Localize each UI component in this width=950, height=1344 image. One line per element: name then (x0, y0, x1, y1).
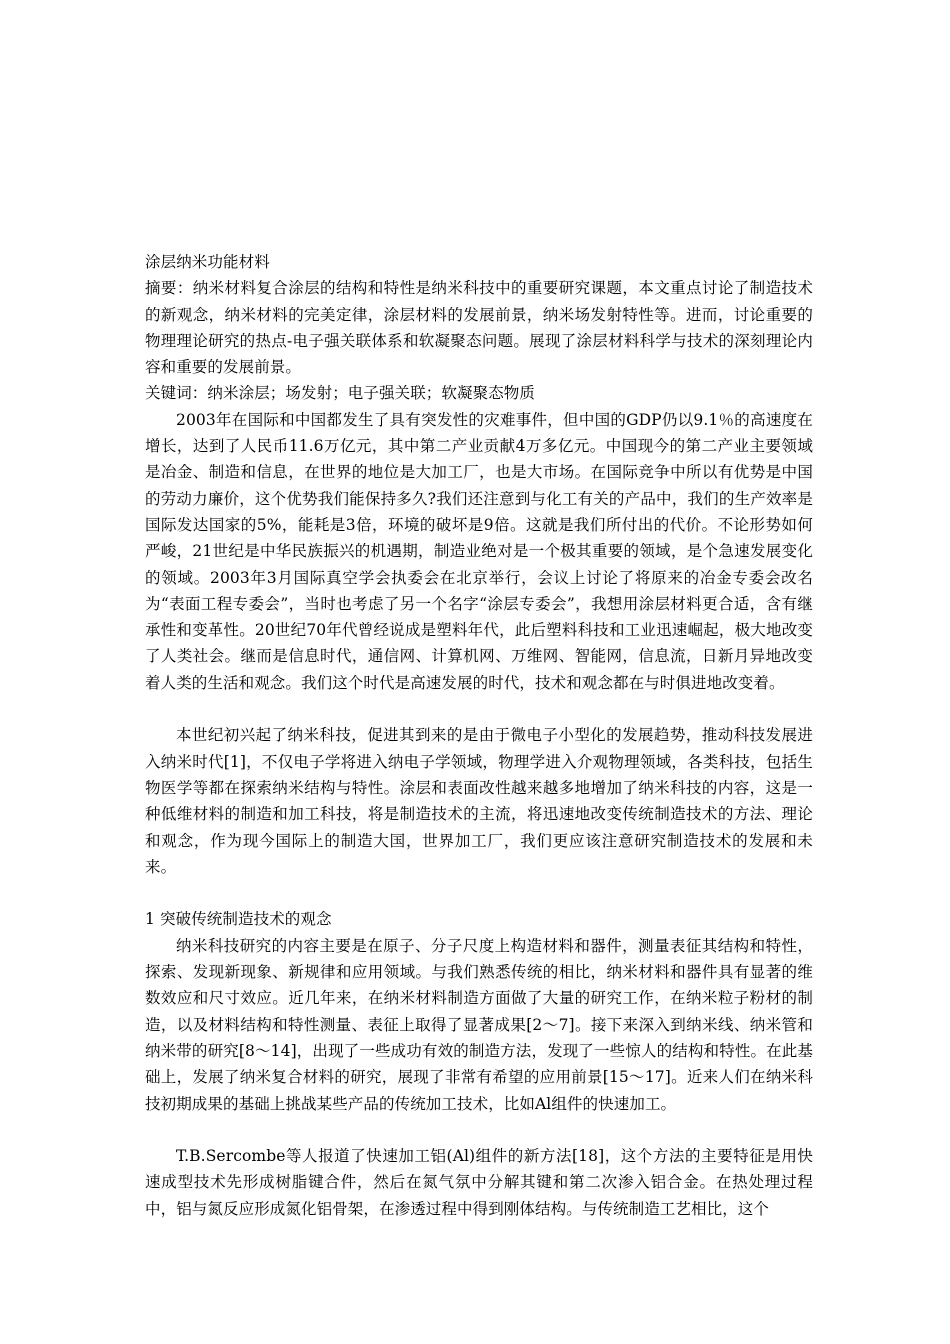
section-heading: 1 突破传统制造技术的观念 (145, 910, 332, 929)
body-paragraph: 本世纪初兴起了纳米科技，促进其到来的是由于微电子小型化的发展趋势，推动科技发展进入纳米时代[1]，不仅电子学将进入纳电子学领域，物理学进入介观物理领域，各类科技，包括生物医学等都在探索纳米结构与特性。涂层和表面改性越来越多地增加了纳米科技的内容，这是一种低维材料的制造和加工科技，将是制造技术的主流，将迅速地改变传统制造技术的方法、理论和观念，作为现今国际上的制造大国，世界加工厂，我们更应该注意研究制造技术的发展和未来。 (145, 726, 813, 876)
body-paragraph: T.B.Sercombe等人报道了快速加工铝(Al)组件的新方法[18]，这个方法的主要特征是用快速成型技术先形成树脂键合件，然后在氮气氛中分解其键和第二次渗入铝合金。在热处理过程中，铝与氮反应形成氮化铝骨架，在渗透过程中得到刚体结构。与传统制造工艺相比，这个 (145, 1147, 813, 1218)
keywords-line: 关键词：纳米涂层；场发射；电子强关联；软凝聚态物质 (145, 384, 536, 403)
paragraph-spacer (145, 880, 813, 906)
paragraph-spacer (145, 696, 813, 722)
body-paragraph: 2003年在国际和中国都发生了具有突发性的灾难事件，但中国的GDP仍以9.1％的高速度在增长，达到了人民币11.6万亿元，其中第二产业贡献4万多亿元。中国现今的第二产业主要领域是冶金、制造和信息，在世界的地位是大加工厂，也是大市场。在国际竞争中所以有优势是中国的劳动力廉价，这个优势我们能保持多久?我们还注意到与化工有关的产品中，我们的生产效率是国际发达国家的5%，能耗是3倍，环境的破坏是9倍。这就是我们所付出的代价。不论形势如何严峻，21世纪是中华民族振兴的机遇期，制造业绝对是一个极其重要的领域，是个急速发展变化的领域。2003年3月国际真空学会执委会在北京举行，会议上讨论了将原来的冶金专委会改名为“表面工程专委会”，当时也考虑了另一个名字“涂层专委会”，我想用涂层材料更合适，含有继承性和变革性。20世纪70年代曾经说成是塑料年代，此后塑料科技和工业迅速崛起，极大地改变了人类社会。继而是信息时代，通信网、计算机网、万维网、智能网，信息流，日新月异地改变着人类的生活和观念。我们这个时代是高速发展的时代，技术和观念都在与时俱进地改变着。 (145, 410, 813, 692)
paragraph-spacer (145, 1117, 813, 1143)
body-paragraph: 纳米科技研究的内容主要是在原子、分子尺度上构造材料和器件，测量表征其结构和特性，探索、发现新现象、新规律和应用领域。与我们熟悉传统的相比，纳米材料和器件具有显著的维数效应和尺寸效应。近几年来，在纳米材料制造方面做了大量的研究工作，在纳米粒子粉材的制造，以及材料结构和特性测量、表征上取得了显著成果[2～7]。接下来深入到纳米线、纳米管和纳米带的研究[8～14]，出现了一些成功有效的制造方法，发现了一些惊人的结构和特性。在此基础上，发展了纳米复合材料的研究，展现了非常有希望的应用前景[15～17]。近来人们在纳米科技初期成果的基础上挑战某些产品的传统加工技术，比如Al组件的快速加工。 (145, 936, 813, 1113)
abstract-paragraph: 摘要：纳米材料复合涂层的结构和特性是纳米科技中的重要研究课题，本文重点讨论了制造技术的新观念，纳米材料的完美定律，涂层材料的发展前景，纳米场发射特性等。进而，讨论重要的物理理论研究的热点-电子强关联体系和软凝聚态问题。展现了涂层材料科学与技术的深刻理论内容和重要的发展前景。 (145, 279, 813, 377)
document-title: 涂层纳米功能材料 (145, 253, 270, 271)
document-body (145, 249, 813, 1222)
